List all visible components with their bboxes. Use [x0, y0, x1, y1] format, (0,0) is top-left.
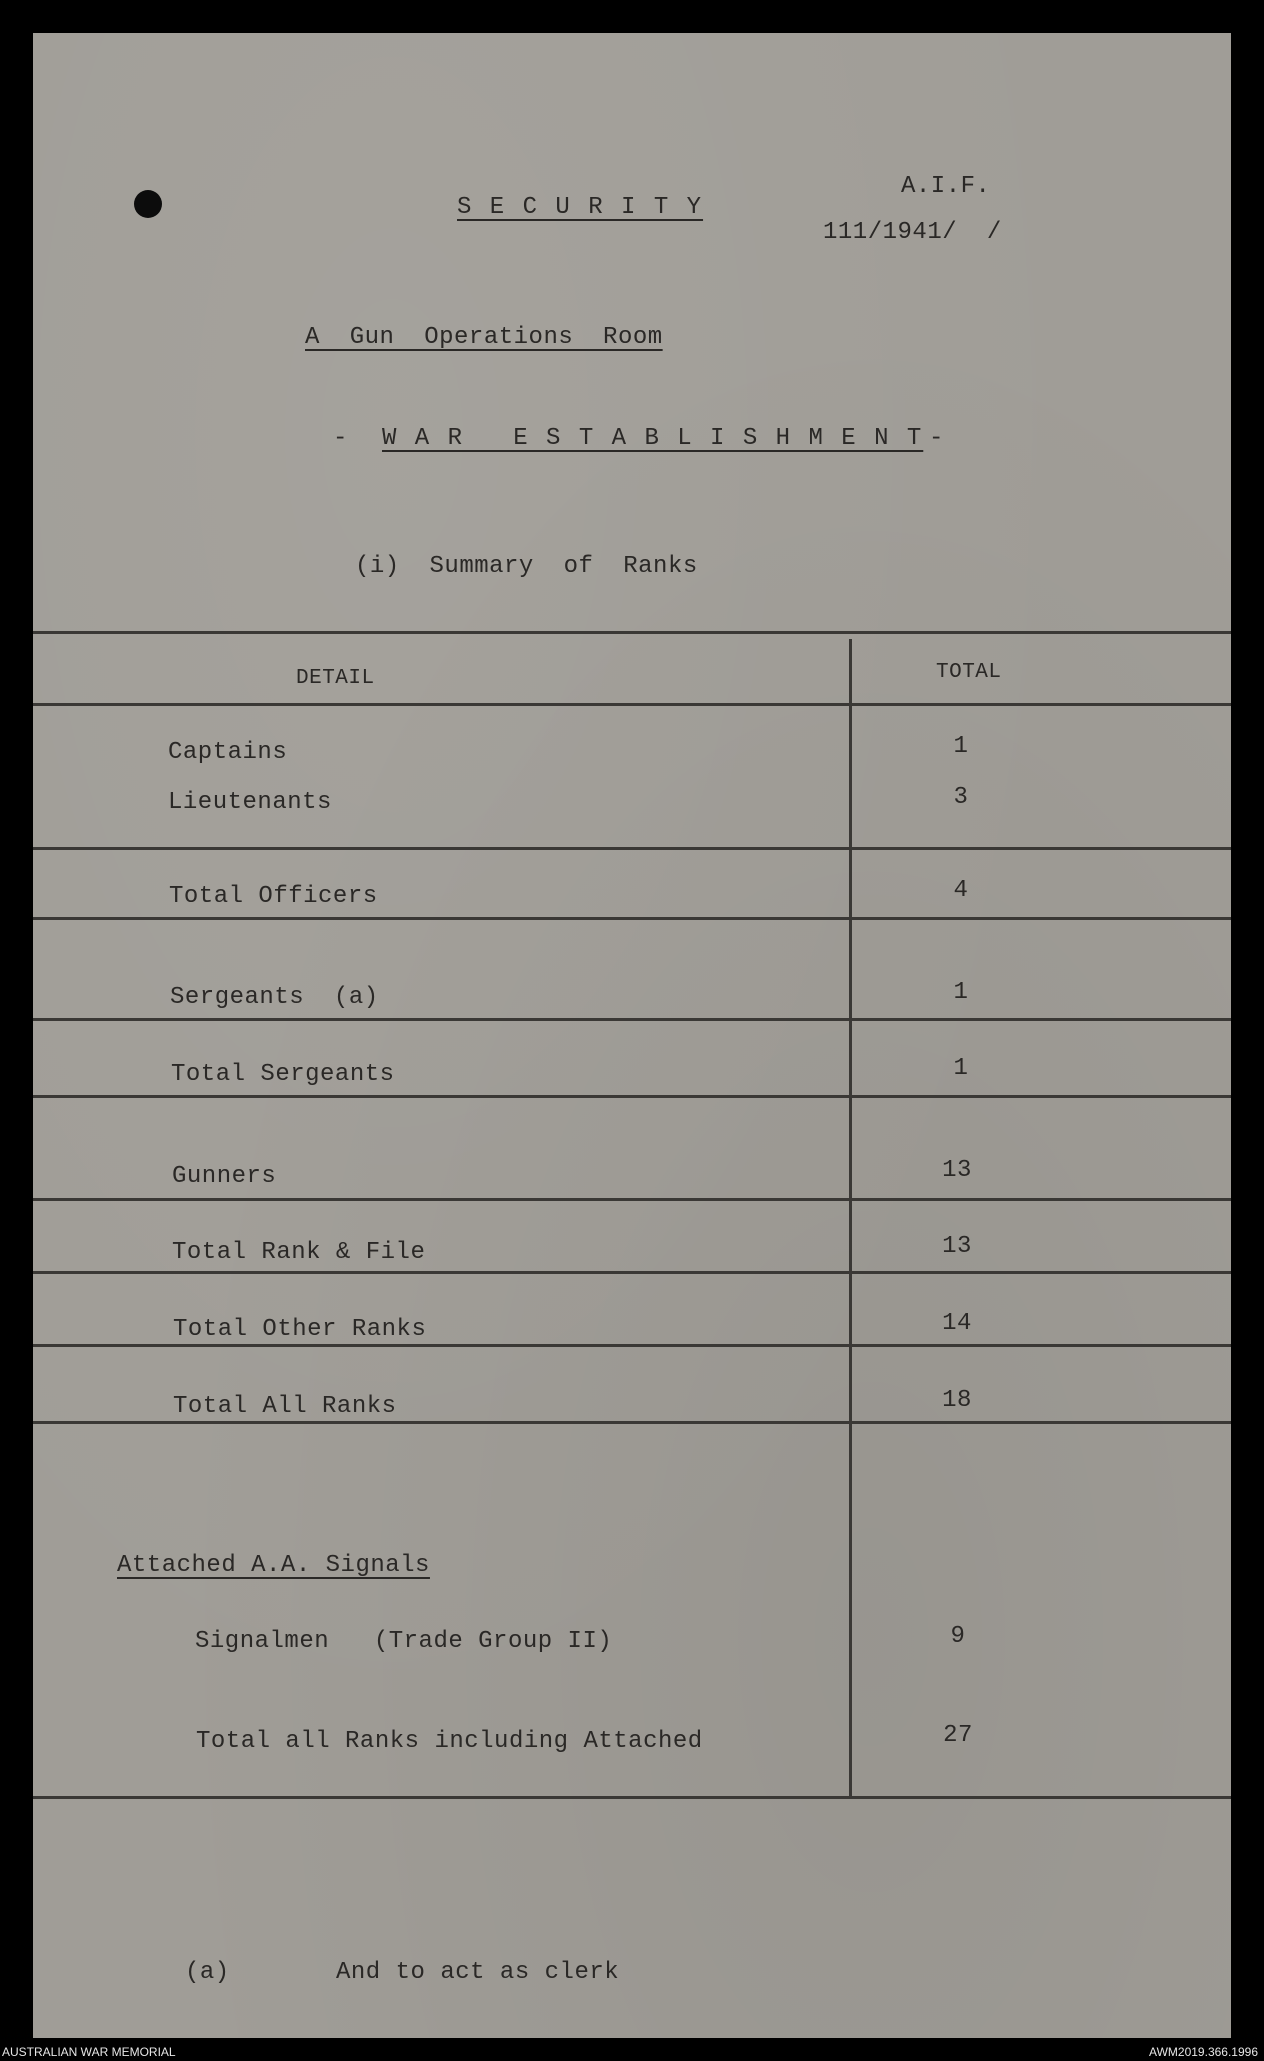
row-detail-total-other-ranks: Total Other Ranks: [173, 1316, 427, 1343]
document-title: A Gun Operations Room: [305, 324, 663, 351]
row-detail-sergeants: Sergeants (a): [170, 984, 379, 1011]
column-divider: [849, 639, 852, 1799]
officers-bottom-line: [33, 917, 1231, 920]
punch-hole: [134, 190, 162, 218]
gunners-line: [33, 1198, 1231, 1201]
footnote-marker: (a): [185, 1959, 230, 1986]
sergeants-bottom-line: [33, 1095, 1231, 1098]
subtitle-dash-right: -: [929, 425, 944, 452]
row-total-total-officers: 4: [953, 877, 969, 904]
other-ranks-line: [33, 1344, 1231, 1347]
row-total-total-including-attached: 27: [943, 1722, 973, 1749]
footer-institution: AUSTRALIAN WAR MEMORIAL: [2, 2045, 176, 2059]
document-page: [33, 33, 1231, 2038]
officers-top-line: [33, 847, 1231, 850]
all-ranks-line: [33, 1421, 1231, 1424]
row-detail-total-sergeants: Total Sergeants: [171, 1061, 395, 1088]
row-detail-total-including-attached: Total all Ranks including Attached: [196, 1728, 703, 1755]
row-total-total-all-ranks: 18: [942, 1387, 972, 1414]
table-bottom-line: [33, 1796, 1231, 1799]
row-detail-captains: Captains: [168, 739, 288, 766]
row-total-total-other-ranks: 14: [942, 1310, 972, 1337]
row-detail-total-all-ranks: Total All Ranks: [173, 1393, 397, 1420]
row-total-signalmen: 9: [950, 1623, 966, 1650]
row-detail-total-officers: Total Officers: [169, 883, 378, 910]
row-detail-total-rank-file: Total Rank & File: [172, 1239, 426, 1266]
row-total-total-sergeants: 1: [953, 1055, 969, 1082]
header-bottom-line: [33, 703, 1231, 706]
sergeants-line: [33, 1018, 1231, 1021]
row-total-captains: 1: [953, 733, 969, 760]
rank-file-line: [33, 1271, 1231, 1274]
reference-number: 111/1941/ /: [823, 219, 1002, 246]
row-total-lieutenants: 3: [953, 784, 969, 811]
document-subtitle: W A R E S T A B L I S H M E N T: [382, 425, 924, 452]
subtitle-dash-left: -: [333, 425, 348, 452]
row-detail-signalmen: Signalmen (Trade Group II): [195, 1628, 613, 1655]
reference-prefix: A.I.F.: [901, 173, 991, 200]
column-header-total: TOTAL: [936, 661, 1002, 684]
column-header-detail: DETAIL: [296, 667, 375, 690]
footnote-text: And to act as clerk: [336, 1959, 620, 1986]
row-detail-lieutenants: Lieutenants: [168, 789, 332, 816]
attached-heading: Attached A.A. Signals: [117, 1552, 430, 1579]
row-total-total-rank-file: 13: [942, 1233, 972, 1260]
security-classification: S E C U R I T Y: [457, 194, 704, 221]
row-detail-gunners: Gunners: [172, 1163, 277, 1190]
section-heading: (i) Summary of Ranks: [355, 553, 698, 580]
row-total-sergeants: 1: [953, 979, 969, 1006]
table-top-line: [33, 631, 1231, 634]
footer-accession-number: AWM2019.366.1996: [1149, 2045, 1258, 2059]
row-total-gunners: 13: [942, 1157, 972, 1184]
